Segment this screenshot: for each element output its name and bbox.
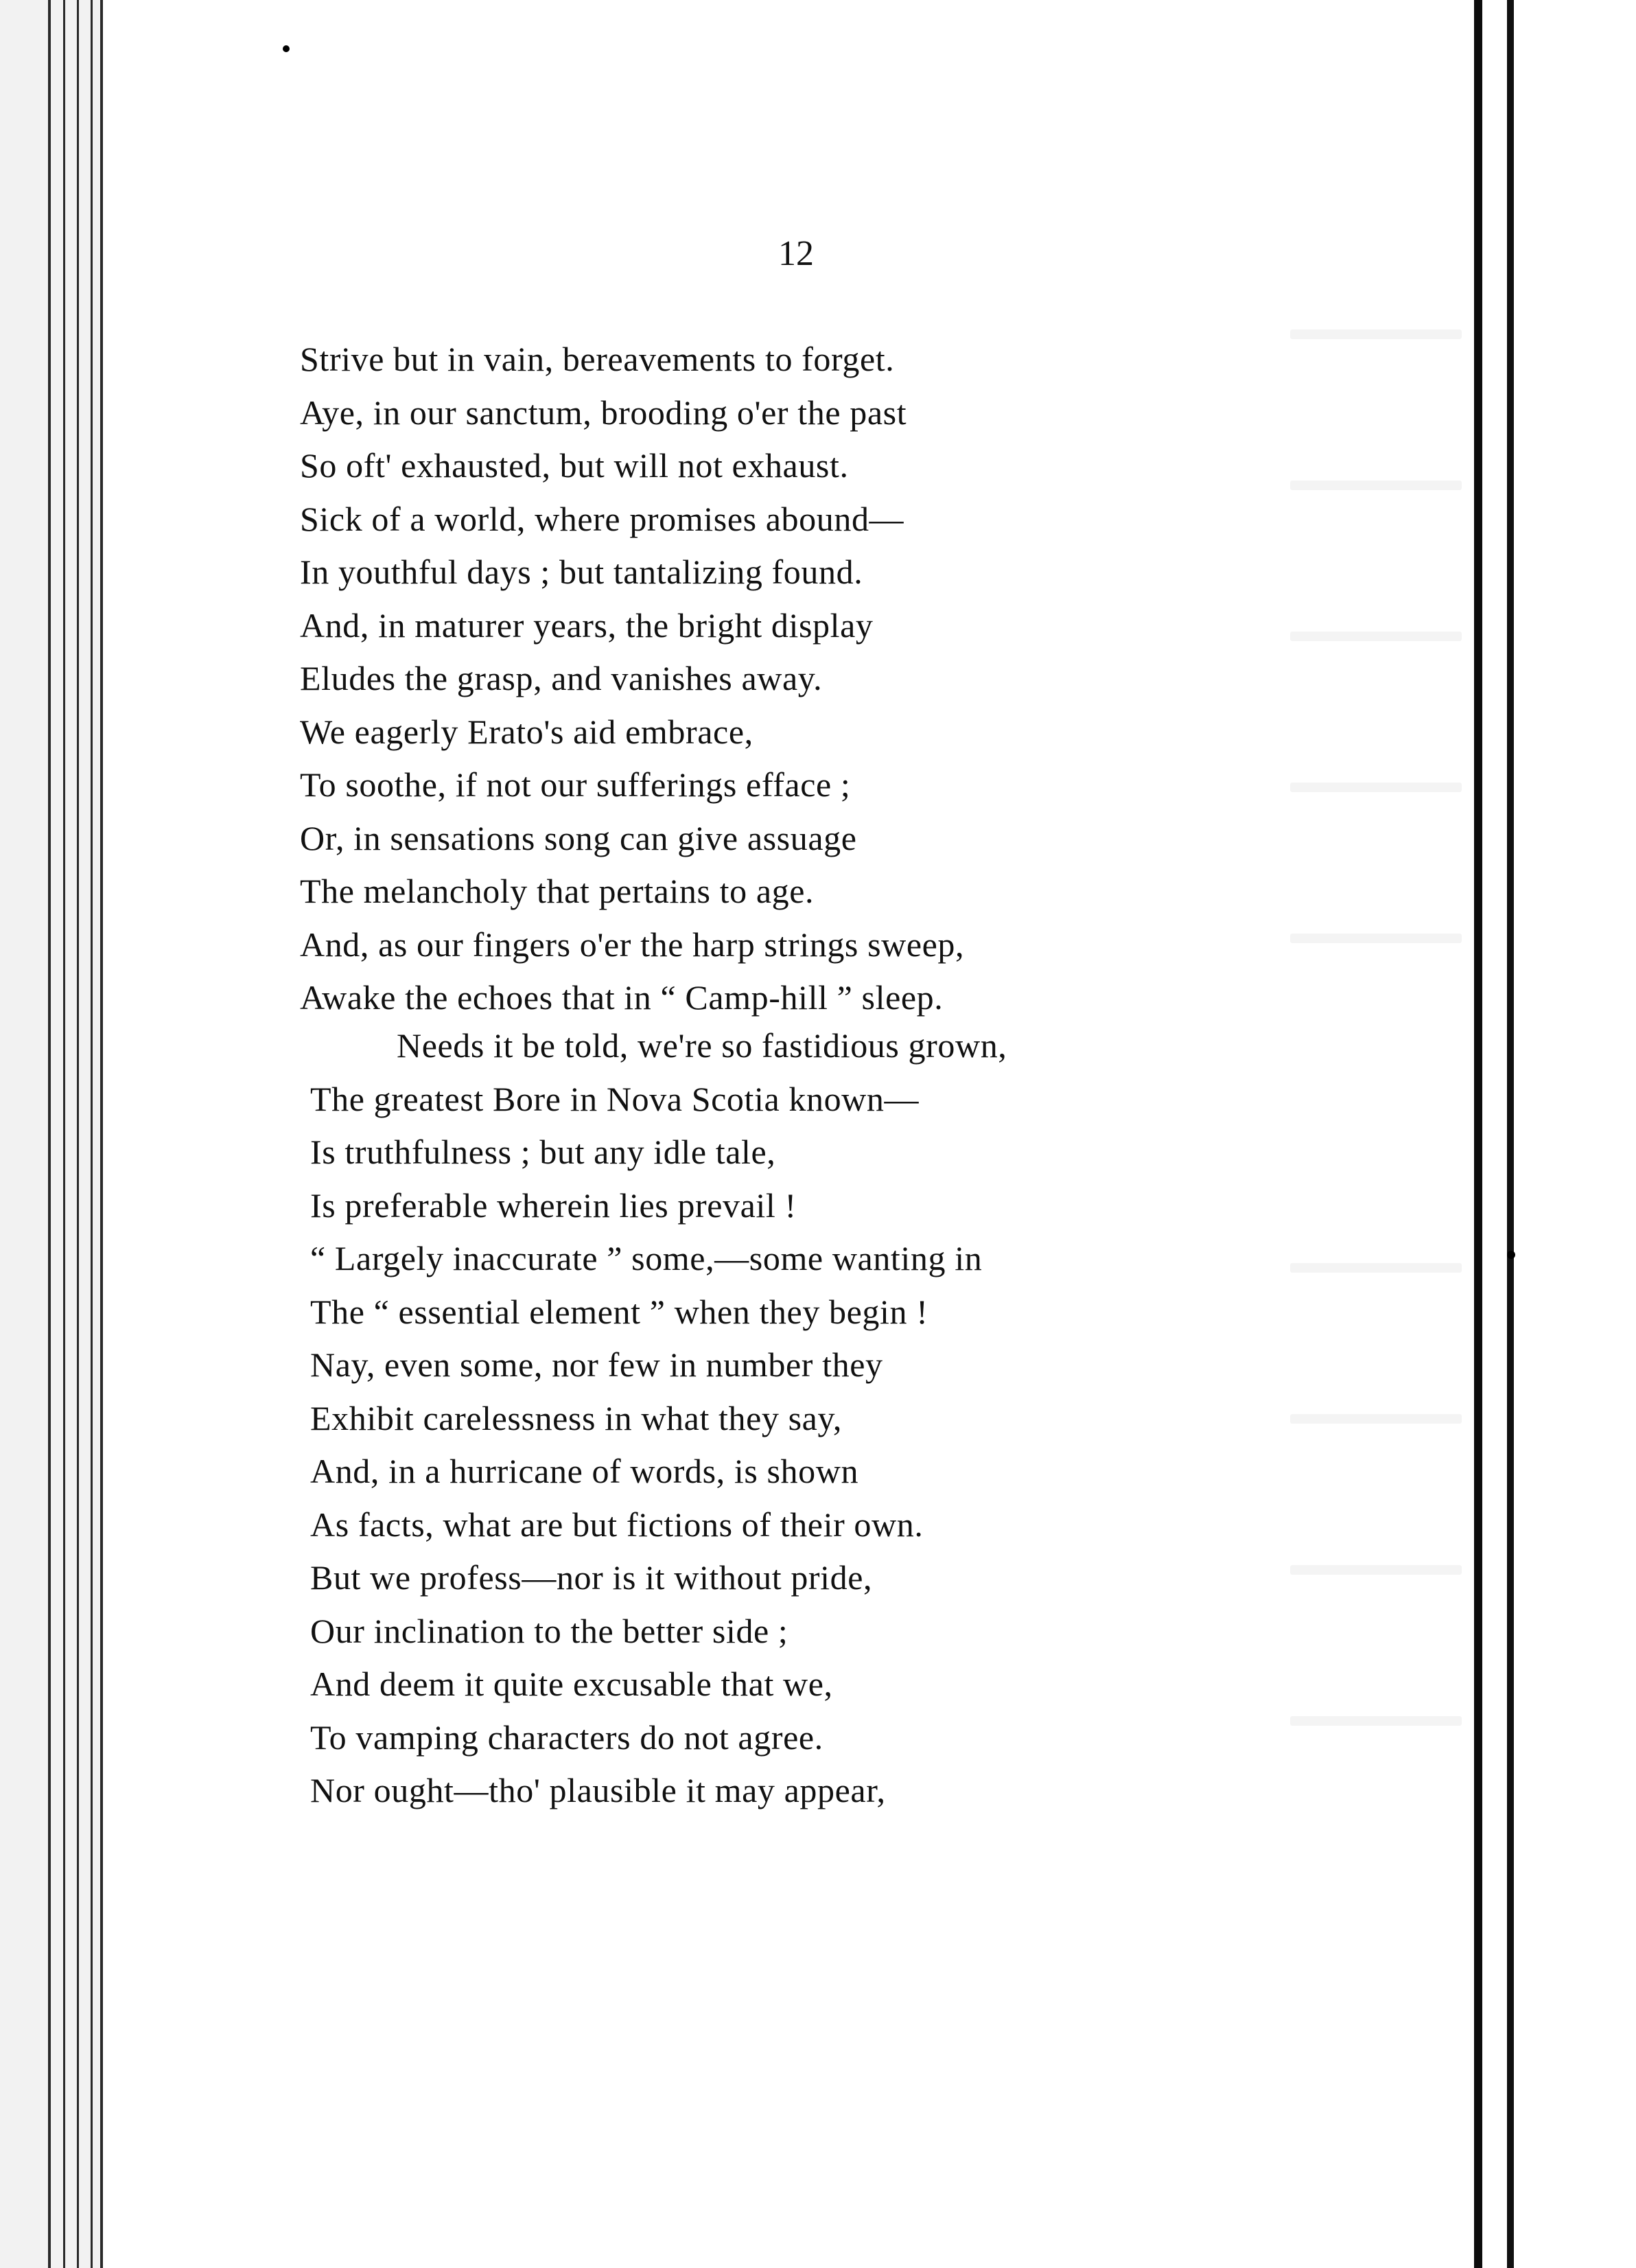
poem-line: Nor ought—tho' plausible it may appear,: [310, 1771, 886, 1809]
poem-line: As facts, what are but fictions of their own.: [310, 1505, 924, 1544]
poem-line: And, in maturer years, the bright display: [300, 605, 874, 645]
poem-line: Awake the echoes that in “ Camp-hill ” sleep.: [300, 978, 944, 1017]
poem-line: Sick of a world, where promises abound—: [300, 499, 904, 538]
poem-line: Is truthfulness ; but any idle tale,: [310, 1133, 776, 1171]
show-through-text: [1290, 481, 1462, 490]
show-through-text: [1290, 632, 1462, 641]
poem-line: “ Largely inaccurate ” some,—some wanting in: [310, 1239, 983, 1277]
poem-line: Is preferable wherein lies prevail !: [310, 1185, 797, 1225]
show-through-text: [1290, 783, 1462, 792]
poem-line: To soothe, if not our sufferings efface ;: [300, 765, 851, 804]
show-through-text: [1290, 1263, 1462, 1273]
stanza-2: [310, 1019, 1007, 1818]
page-edge-line: [48, 0, 51, 2268]
poem-line: So oft' exhausted, but will not exhaust.: [300, 446, 849, 485]
page-edge-line: [91, 0, 93, 2268]
show-through-text: [1290, 934, 1462, 943]
stanza-1: [300, 333, 964, 1025]
facing-page-edge: [1507, 0, 1514, 2268]
poem-line: The melancholy that pertains to age.: [300, 872, 815, 910]
poem-line: Eludes the grasp, and vanishes away.: [300, 659, 823, 697]
scan-speck: [1507, 1251, 1515, 1259]
page-edge-line: [77, 0, 79, 2268]
facing-page: [1482, 0, 1636, 2268]
poem-line: To vamping characters do not agree.: [310, 1717, 823, 1757]
poem-line: Strive but in vain, bereavements to forget.: [300, 340, 895, 378]
poem-line: In youthful days ; but tantalizing found.: [300, 553, 863, 591]
page-edge-line: [63, 0, 65, 2268]
poem-line: Aye, in our sanctum, brooding o'er the past: [300, 393, 907, 432]
page-edges: [0, 0, 103, 2268]
poem-line: Or, in sensations song can give assuage: [300, 818, 857, 857]
poem-line: But we profess—nor is it without pride,: [310, 1558, 873, 1597]
poem-line: And, in a hurricane of words, is shown: [310, 1452, 859, 1490]
poem-line: Needs it be told, we're so fastidious grown,: [397, 1026, 1007, 1065]
poem-line: The greatest Bore in Nova Scotia known—: [310, 1079, 920, 1118]
poem-line: And, as our fingers o'er the harp strings sweep,: [300, 925, 965, 964]
page-gutter: [1474, 0, 1482, 2268]
show-through-text: [1290, 329, 1462, 339]
poem-line: We eagerly Erato's aid embrace,: [300, 712, 753, 751]
poem-line: Our inclination to the better side ;: [310, 1611, 788, 1650]
show-through-text: [1290, 1414, 1462, 1424]
show-through-text: [1290, 1716, 1462, 1726]
poem-line: And deem it quite excusable that we,: [310, 1665, 833, 1703]
poem-line: Nay, even some, nor few in number they: [310, 1345, 883, 1384]
poem-line: The “ essential element ” when they begin !: [310, 1292, 928, 1331]
show-through-text: [1290, 1565, 1462, 1575]
scan-speck: [283, 45, 290, 52]
poem-line: Exhibit carelessness in what they say,: [310, 1398, 842, 1437]
page-number: 12: [778, 234, 814, 273]
